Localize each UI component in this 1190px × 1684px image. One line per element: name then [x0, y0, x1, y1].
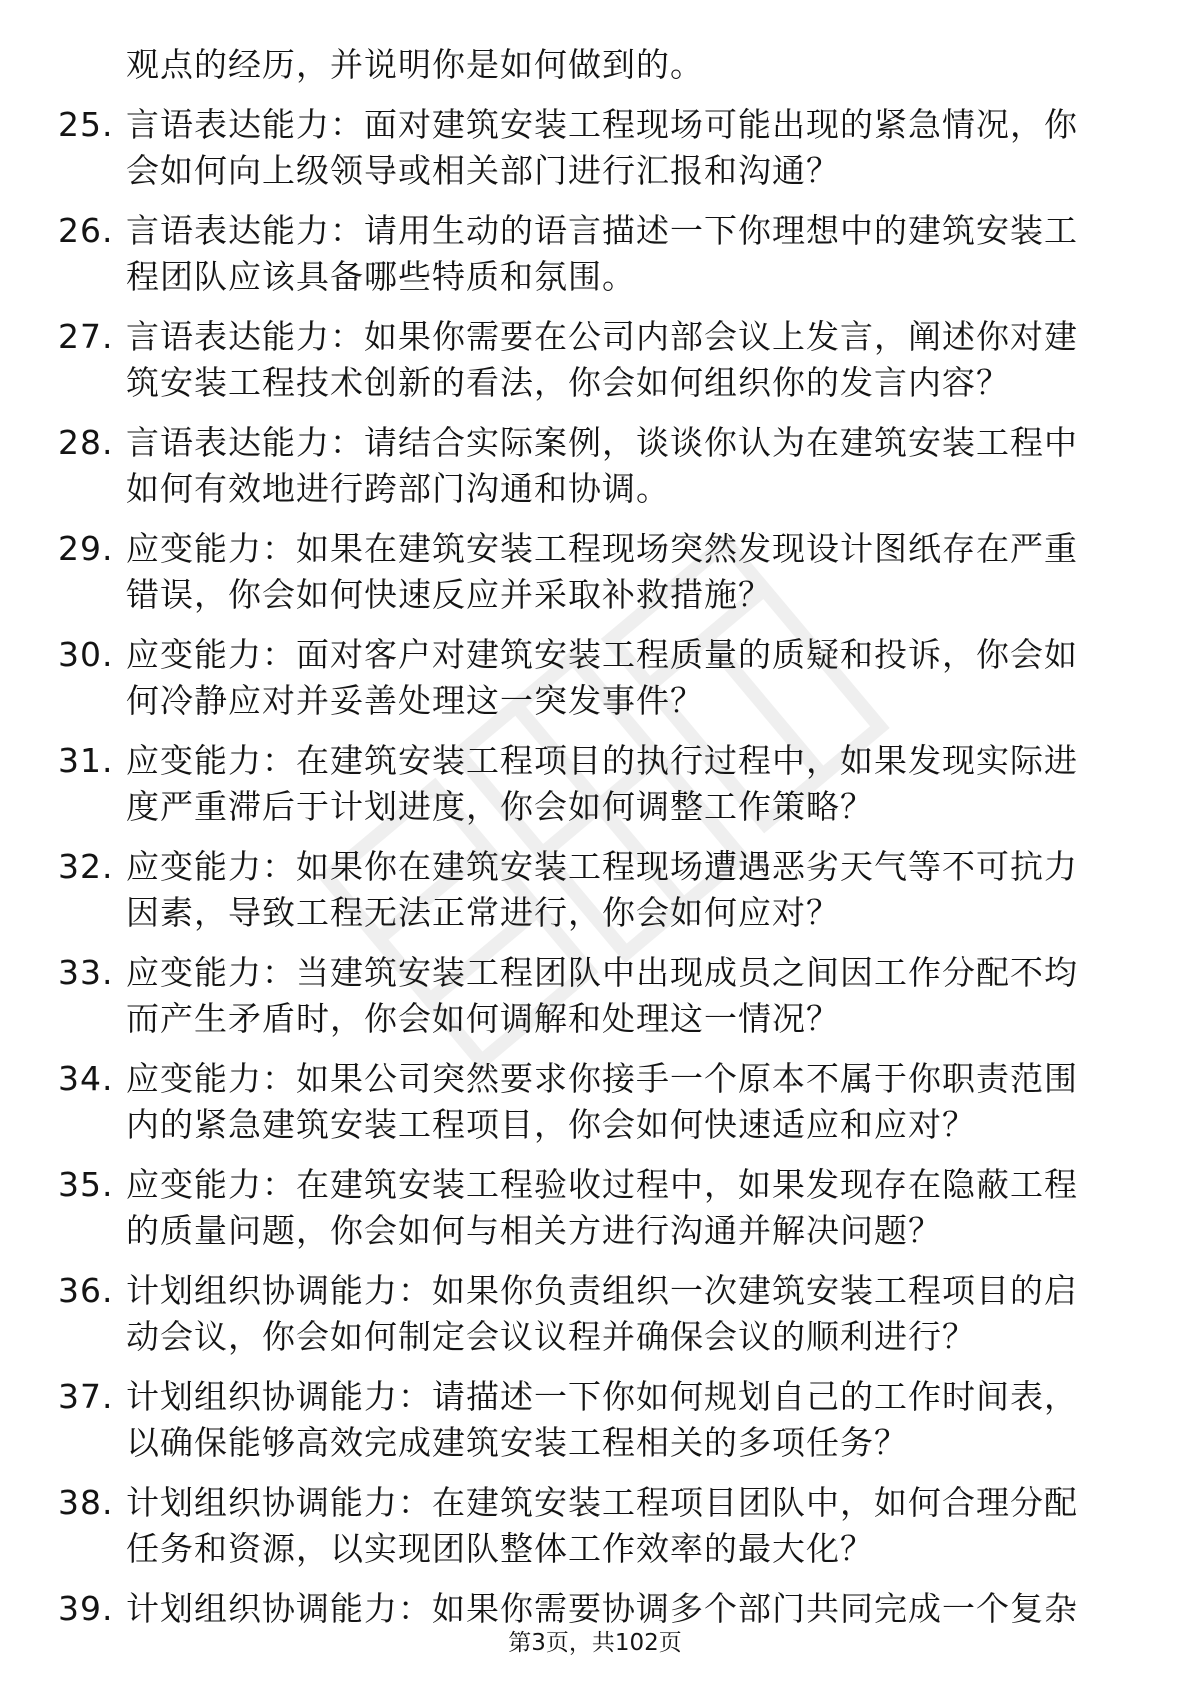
item-text-line: 应变能力：面对客户对建筑安装工程质量的质疑和投诉，你会如 [126, 635, 1078, 674]
item-text-line: 计划组织协调能力：如果你需要协调多个部门共同完成一个复杂 [126, 1589, 1078, 1628]
item-text-line: 计划组织协调能力：如果你负责组织一次建筑安装工程项目的启 [126, 1271, 1078, 1310]
list-item [58, 1374, 1108, 1466]
question-list [58, 42, 1108, 1632]
item-text-line: 应变能力：在建筑安装工程验收过程中，如果发现存在隐蔽工程 [126, 1165, 1078, 1204]
item-number: 25. [58, 105, 114, 144]
list-item [58, 102, 1108, 194]
item-text-line: 程团队应该具备哪些特质和氛围。 [126, 257, 636, 296]
item-number: 26. [58, 211, 114, 250]
item-text-line: 计划组织协调能力：在建筑安装工程项目团队中，如何合理分配 [126, 1483, 1078, 1522]
item-text-line: 动会议，你会如何制定会议议程并确保会议的顺利进行？ [126, 1317, 976, 1356]
list-item [58, 738, 1108, 830]
item-text-line: 因素，导致工程无法正常进行，你会如何应对？ [126, 893, 840, 932]
list-item [58, 1480, 1108, 1572]
item-text-line: 内的紧急建筑安装工程项目，你会如何快速适应和应对？ [126, 1105, 976, 1144]
list-item [58, 1268, 1108, 1360]
item-text-line: 应变能力：如果公司突然要求你接手一个原本不属于你职责范围 [126, 1059, 1078, 1098]
item-number: 31. [58, 741, 114, 780]
item-text-line: 如何有效地进行跨部门沟通和协调。 [126, 469, 670, 508]
item-number: 29. [58, 529, 114, 568]
item-number: 33. [58, 953, 114, 992]
list-item [58, 420, 1108, 512]
item-text-line: 言语表达能力：面对建筑安装工程现场可能出现的紧急情况，你 [126, 105, 1078, 144]
list-item [58, 208, 1108, 300]
item-text-line: 言语表达能力：请结合实际案例，谈谈你认为在建筑安装工程中 [126, 423, 1078, 462]
item-number: 34. [58, 1059, 114, 1098]
item-text-line: 言语表达能力：请用生动的语言描述一下你理想中的建筑安装工 [126, 211, 1078, 250]
item-text-line: 而产生矛盾时，你会如何调解和处理这一情况？ [126, 999, 840, 1038]
item-text-line: 应变能力：当建筑安装工程团队中出现成员之间因工作分配不均 [126, 953, 1078, 992]
item-text-line: 的质量问题，你会如何与相关方进行沟通并解决问题？ [126, 1211, 942, 1250]
item-number: 27. [58, 317, 114, 356]
item-text-line: 应变能力：如果在建筑安装工程现场突然发现设计图纸存在严重 [126, 529, 1078, 568]
item-number: 38. [58, 1483, 114, 1522]
item-text-line: 以确保能够高效完成建筑安装工程相关的多项任务？ [126, 1423, 908, 1462]
item-text-line: 会如何向上级领导或相关部门进行汇报和沟通？ [126, 151, 840, 190]
intro-line: 观点的经历，并说明你是如何做到的。 [126, 45, 704, 84]
item-number: 37. [58, 1377, 114, 1416]
page-footer: 第3页，共102页 [508, 1630, 682, 1656]
item-text-line: 应变能力：在建筑安装工程项目的执行过程中，如果发现实际进 [126, 741, 1078, 780]
list-item [58, 844, 1108, 936]
list-item [58, 632, 1108, 724]
list-item [58, 950, 1108, 1042]
list-item [58, 314, 1108, 406]
item-number: 30. [58, 635, 114, 674]
item-text-line: 计划组织协调能力：请描述一下你如何规划自己的工作时间表， [126, 1377, 1078, 1416]
item-text-line: 度严重滞后于计划进度，你会如何调整工作策略？ [126, 787, 874, 826]
item-text-line: 筑安装工程技术创新的看法，你会如何组织你的发言内容？ [126, 363, 1010, 402]
item-number: 36. [58, 1271, 114, 1310]
item-text-line: 言语表达能力：如果你需要在公司内部会议上发言，阐述你对建 [126, 317, 1078, 356]
item-text-line: 应变能力：如果你在建筑安装工程现场遭遇恶劣天气等不可抗力 [126, 847, 1078, 886]
item-number: 35. [58, 1165, 114, 1204]
list-item [58, 1586, 1108, 1632]
item-text-line: 错误，你会如何快速反应并采取补救措施？ [126, 575, 772, 614]
list-item [58, 1056, 1108, 1148]
list-item [58, 1162, 1108, 1254]
item-text-line: 任务和资源，以实现团队整体工作效率的最大化？ [126, 1529, 874, 1568]
item-number: 28. [58, 423, 114, 462]
item-number: 39. [58, 1589, 114, 1628]
list-item [58, 526, 1108, 618]
item-number: 32. [58, 847, 114, 886]
item-text-line: 何冷静应对并妥善处理这一突发事件？ [126, 681, 704, 720]
